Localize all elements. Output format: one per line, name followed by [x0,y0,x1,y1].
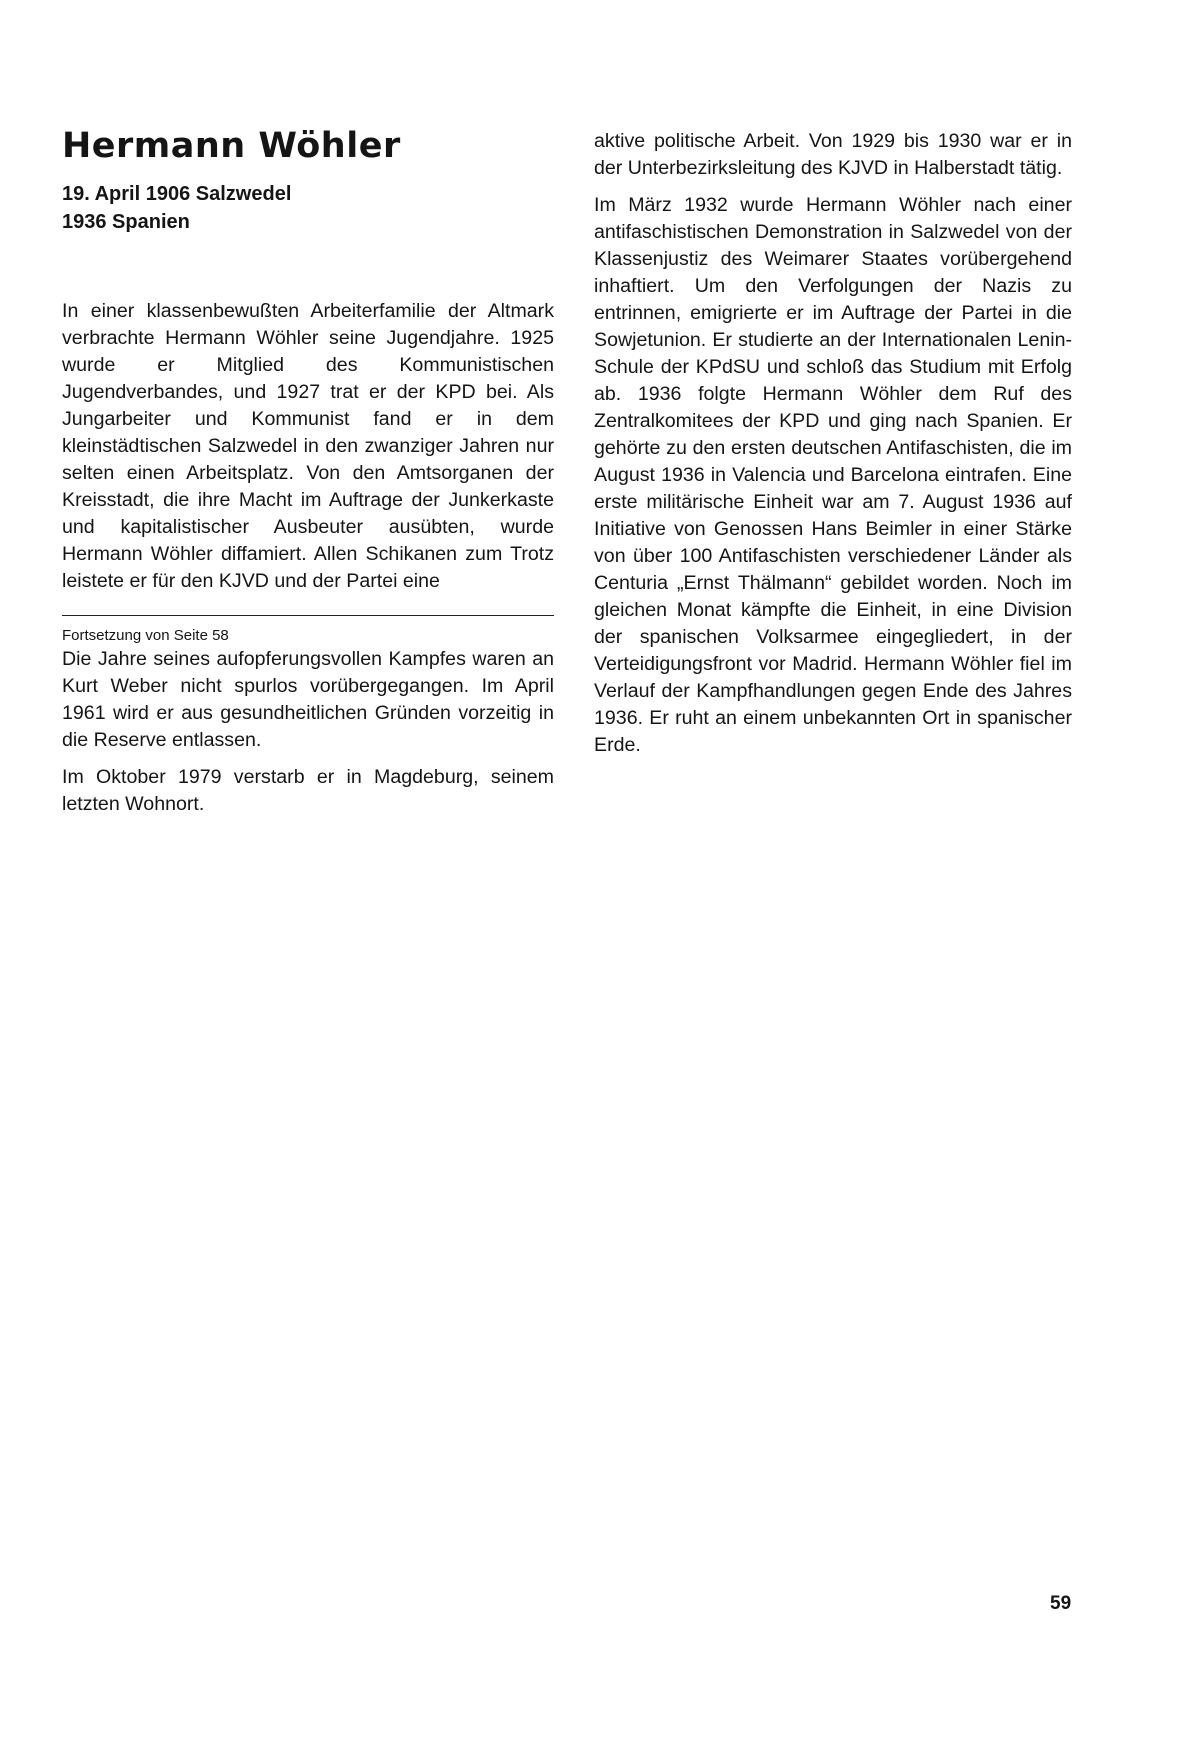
intro-paragraph: In einer klassenbewußten Arbeiterfamilie der Altmark verbrachte Hermann Wöhler seine Jugendjahre. 1925 wurde er Mitglied des Kommunistischen Jugendverbandes, und 1927 trat er der KPD bei. Als Jungarbeiter und Kommunist fand er in dem kleinstädtischen Salzwedel in den zwanziger Jahren nur selten einen Arbeitsplatz. Von den Amtsorganen der Kreisstadt, die ihre Macht im Auftrage der Junkerkaste und kapitalistischer Ausbeuter ausübten, wurde Hermann Wöhler diffamiert. Allen Schikanen zum Trotz leistete er für den KJVD und der Partei eine [62,300,554,592]
birth-date: 19. April 1906 Salzwedel [62,183,292,205]
continuation-paragraph: Die Jahre seines aufopferungsvollen Kampfes waren an Kurt Weber nicht spurlos vorübergegangen. Im April 1961 wird er aus gesundheitlichen Gründen vorzeitig in die Reserve entlassen. [62,648,554,751]
continuation-label: Fortsetzung von Seite 58 [62,627,229,644]
left-column [62,124,554,818]
death-date: 1936 Spanien [62,211,190,233]
body-paragraph: aktive politische Arbeit. Von 1929 bis 1930 war er in der Unterbezirksleitung des KJVD in Halberstadt tätig. [594,130,1072,179]
article-title: Hermann Wöhler [62,126,401,166]
life-dates [62,180,554,236]
body-paragraph: Im März 1932 wurde Hermann Wöhler nach einer antifaschistischen Demonstration in Salzwedel von der Klassenjustiz des Weimarer Staates vorübergehend inhaftiert. Um den Verfolgungen der Nazis zu entrinnen, emigrierte er im Auftrage der Partei in die Sowjetunion. Er studierte an der Internationalen Lenin-Schule der KPdSU und schloß das Studium mit Erfolg ab. 1936 folgte Hermann Wöhler dem Ruf des Zentralkomitees der KPD und ging nach Spanien. Er gehörte zu den ersten deutschen Antifaschisten, die im August 1936 in Valencia und Barcelona eintrafen. Eine erste militärische Einheit war am 7. August 1936 auf Initiative von Genossen Hans Beimler in einer Stärke von über 100 Antifaschisten verschiedener Länder als Centuria „Ernst Thälmann“ gebildet worden. Noch im gleichen Monat kämpfte die Einheit, in eine Division der spanischen Volksarmee eingegliedert, in der Verteidigungsfront vor Madrid. Hermann Wöhler fiel im Verlauf der Kampfhandlungen gegen Ende des Jahres 1936. Er ruht an einem unbekannten Ort in spanischer Erde. [594,194,1072,756]
continuation-paragraph: Im Oktober 1979 verstarb er in Magdeburg, seinem letzten Wohnort. [62,766,554,815]
right-column [594,128,1072,759]
section-divider [62,615,554,616]
page-number: 59 [1050,1593,1072,1614]
